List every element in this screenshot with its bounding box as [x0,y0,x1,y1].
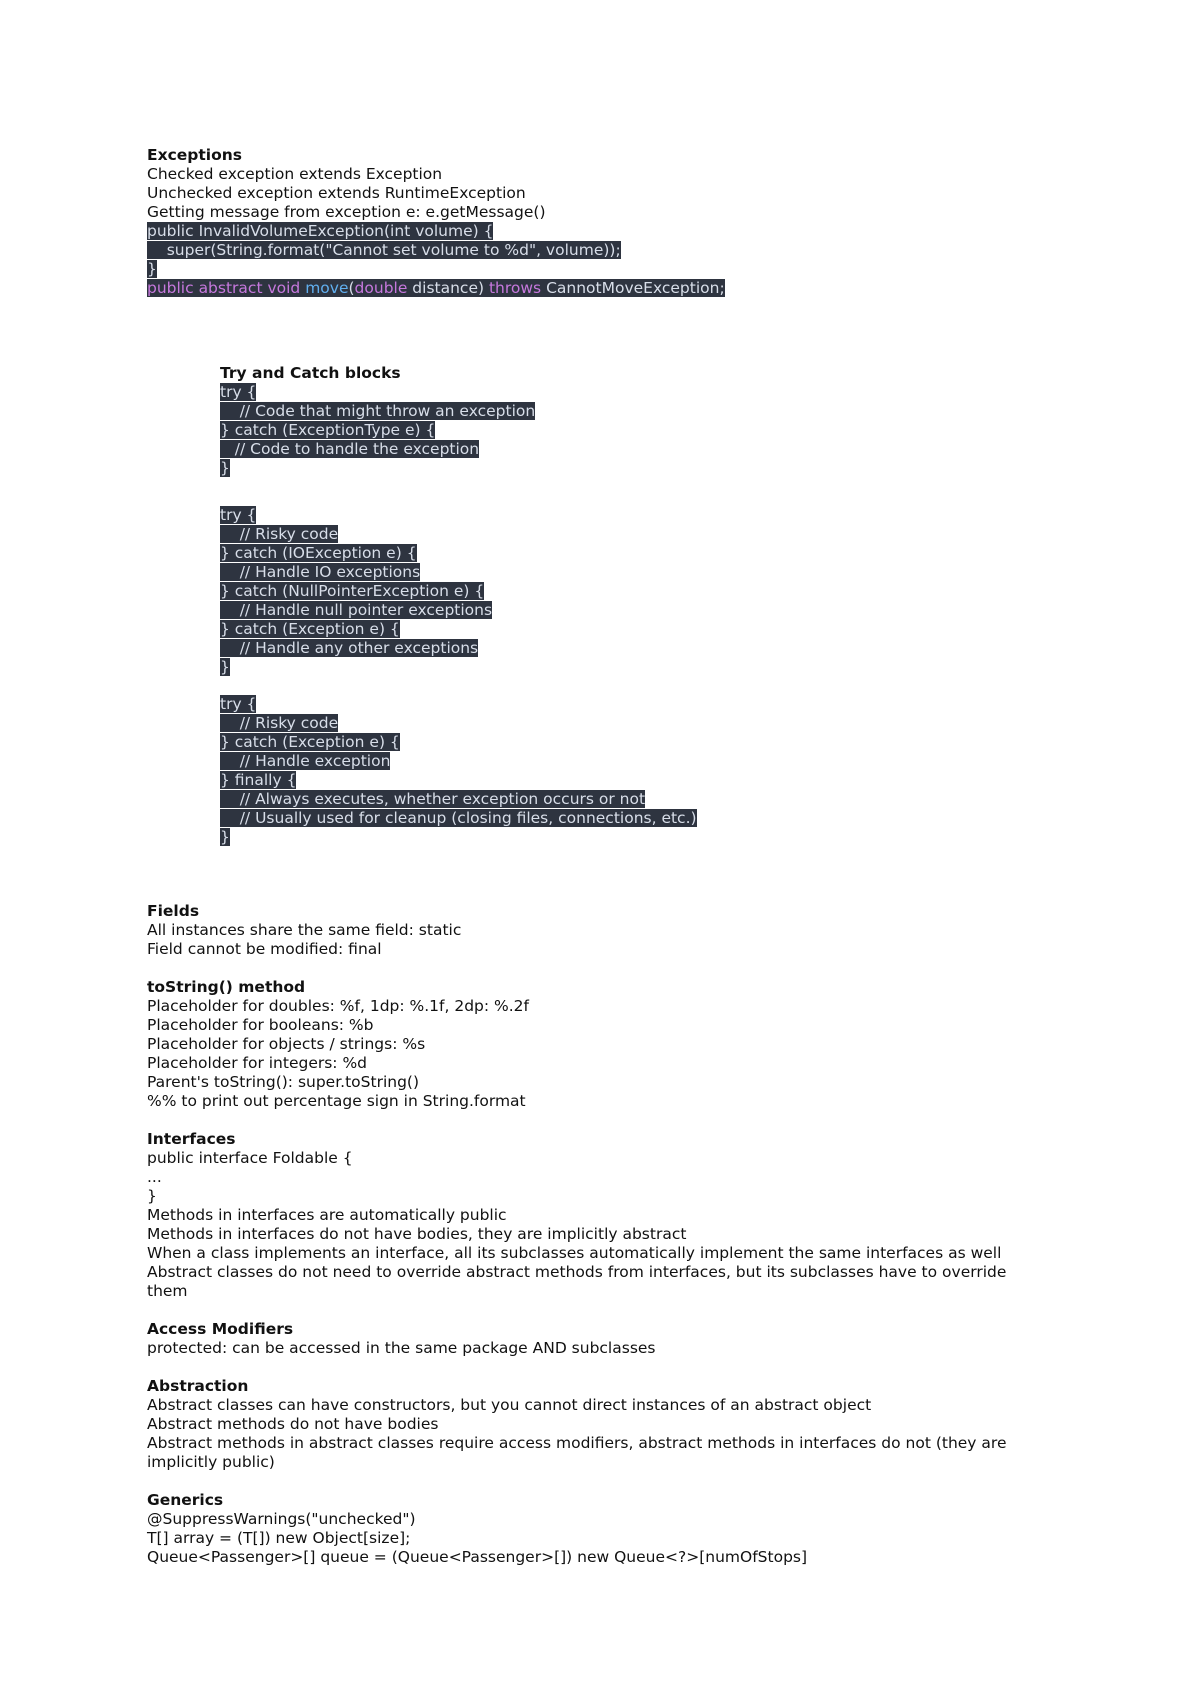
text-line: Getting message from exception e: e.getMessage() [147,203,546,221]
code-line: } [147,260,157,278]
text-line: %% to print out percentage sign in String.format [147,1092,526,1110]
code-line: try { [220,506,257,524]
interfaces-heading: Interfaces [147,1130,236,1148]
code-line: // Handle null pointer exceptions [220,601,493,619]
text-line: Methods in interfaces are automatically public [147,1206,507,1224]
text-line: Unchecked exception extends RuntimeException [147,184,526,202]
code-line: } [220,828,230,846]
access-modifiers-heading: Access Modifiers [147,1320,294,1338]
fields-heading: Fields [147,902,200,920]
code-line-method-signature: public abstract void move(double distance) throws CannotMoveException; [147,279,725,297]
code-line: // Always executes, whether exception occurs or not [220,790,646,808]
code-line: } catch (ExceptionType e) { [220,421,436,439]
text-line: Abstract methods in abstract classes require access modifiers, abstract methods in interfaces do not (they are [147,1434,1007,1452]
text-line: When a class implements an interface, all its subclasses automatically implement the same interfaces as well [147,1244,1002,1262]
text-line: ... [147,1168,162,1186]
text-line: All instances share the same field: static [147,921,462,939]
text-line: protected: can be accessed in the same package AND subclasses [147,1339,656,1357]
text-line: Queue<Passenger>[] queue = (Queue<Passenger>[]) new Queue<?>[numOfStops] [147,1548,808,1566]
text-line: Placeholder for integers: %d [147,1054,368,1072]
text-line: T[] array = (T[]) new Object[size]; [147,1529,411,1547]
code-line: } [220,658,230,676]
abstraction-heading: Abstraction [147,1377,249,1395]
code-line: // Handle IO exceptions [220,563,421,581]
text-line: } [147,1187,157,1205]
generics-heading: Generics [147,1491,224,1509]
code-line: // Risky code [220,525,339,543]
code-line: } [220,459,230,477]
text-line: Abstract methods do not have bodies [147,1415,439,1433]
text-line: Checked exception extends Exception [147,165,443,183]
code-line: } finally { [220,771,297,789]
text-line: public interface Foldable { [147,1149,353,1167]
code-line: // Handle any other exceptions [220,639,479,657]
code-line: try { [220,383,257,401]
code-line: } catch (Exception e) { [220,620,400,638]
text-line: implicitly public) [147,1453,275,1471]
text-line: Field cannot be modified: final [147,940,382,958]
text-line: Parent's toString(): super.toString() [147,1073,420,1091]
code-line: super(String.format("Cannot set volume to %d", volume)); [147,241,621,259]
code-line: // Handle exception [220,752,391,770]
code-line: // Code that might throw an exception [220,402,536,420]
code-line: } catch (NullPointerException e) { [220,582,485,600]
text-line: Methods in interfaces do not have bodies, they are implicitly abstract [147,1225,687,1243]
code-line: // Risky code [220,714,339,732]
code-line: try { [220,695,257,713]
text-line: @SuppressWarnings("unchecked") [147,1510,416,1528]
text-line: Placeholder for doubles: %f, 1dp: %.1f, 2dp: %.2f [147,997,530,1015]
text-line: them [147,1282,188,1300]
try-catch-heading: Try and Catch blocks [220,364,401,382]
code-line: } catch (IOException e) { [220,544,417,562]
text-line: Abstract classes can have constructors, but you cannot direct instances of an abstract object [147,1396,872,1414]
text-line: Placeholder for objects / strings: %s [147,1035,426,1053]
code-line: } catch (Exception e) { [220,733,400,751]
text-line: Placeholder for booleans: %b [147,1016,374,1034]
text-line: Abstract classes do not need to override abstract methods from interfaces, but its subclasses have to override [147,1263,1007,1281]
code-line: public InvalidVolumeException(int volume) { [147,222,494,240]
code-line: // Usually used for cleanup (closing files, connections, etc.) [220,809,697,827]
exceptions-heading: Exceptions [147,146,243,164]
tostring-heading: toString() method [147,978,306,996]
code-line: // Code to handle the exception [220,440,480,458]
